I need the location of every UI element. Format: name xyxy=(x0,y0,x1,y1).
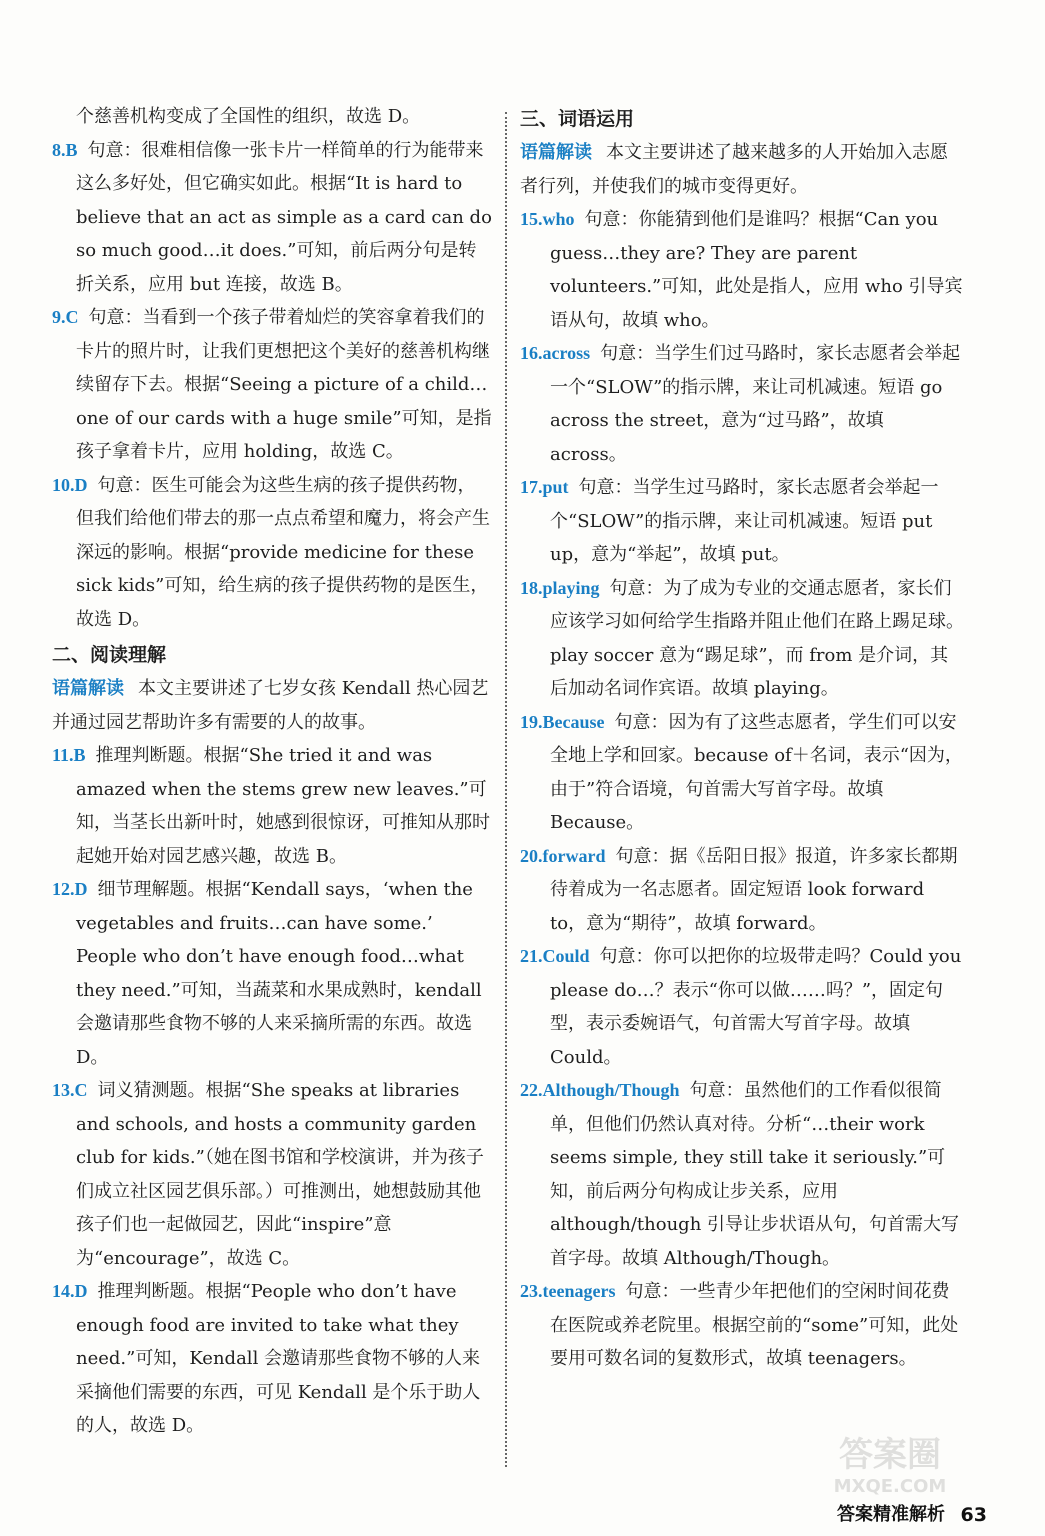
answer-number: 17.put xyxy=(520,477,569,497)
answer-text: 细节理解题。根据“Kendall says，‘when the vegetables and fruits…can have some.’ People who don’t have enough food…what they need.”可知，当蔬菜和水果成熟时，kendall 会邀请那些食物不够的人来采摘所需的东西。故选 D。 xyxy=(76,879,482,1068)
answer-13 xyxy=(52,1074,492,1275)
answer-text: 句意：医生可能会为这些生病的孩子提供药物，但我们给他们带去的那一点点希望和魔力，将会产生深远的影响。根据“provide medicine for these sick kids”可知，给生病的孩子提供药物的是医生，故选 D。 xyxy=(76,474,490,630)
answer-number: 15.who xyxy=(520,209,575,229)
answer-text: 推理判断题。根据“She tried it and was amazed when the stems grew new leaves.”可知，当茎长出新叶时，她感到很惊讶，可推知从那时起她开始对园艺感兴趣，故选 B。 xyxy=(76,745,490,867)
answer-number: 20.forward xyxy=(520,845,606,866)
answer-14 xyxy=(52,1275,492,1443)
answer-22 xyxy=(520,1074,964,1275)
column-divider xyxy=(505,112,507,1467)
section-title-word-use: 三、词语运用 xyxy=(520,108,635,130)
answer-10 xyxy=(52,469,492,637)
section-intro-word-use xyxy=(520,136,964,203)
answer-number: 19.Because xyxy=(520,711,605,732)
answer-text: 句意：因为有了这些志愿者，学生们可以安全地上学和回家。because of＋名词，表示“因为，由于”符合语境，句首需大写首字母。故填 Because。 xyxy=(550,711,963,833)
answer-number: 22.Although/Though xyxy=(520,1080,680,1100)
answer-number: 12.D xyxy=(52,879,88,899)
section-intro-reading xyxy=(52,672,492,739)
answer-number: 18.playing xyxy=(520,577,600,598)
answer-23 xyxy=(520,1275,964,1376)
answer-20 xyxy=(520,840,964,941)
answer-text: 句意：为了成为专业的交通志愿者，家长们应该学习如何给学生指路并阻止他们在路上踢足球。play soccer 意为“踢足球”，而 from 是介词，其后加动名词作宾语。故填 playing。 xyxy=(550,577,964,699)
passage-tag: 语篇解读 xyxy=(52,678,124,699)
answer-21 xyxy=(520,940,964,1074)
answer-number: 8.B xyxy=(52,139,78,160)
section-title-reading: 二、阅读理解 xyxy=(52,644,167,666)
answer-text: 词义猜测题。根据“She speaks at libraries and schools, and hosts a community garden club for kids.”（她在图书馆和学校演讲，并为孩子们成立社区园艺俱乐部。）可推测出，她想鼓励其他孩子们也一起做园艺，因此“inspire”意为“encourage”，故选 C。 xyxy=(76,1080,484,1269)
intro-text: 本文主要讲述了越来越多的人开始加入志愿者行列，并使我们的城市变得更好。 xyxy=(520,142,948,197)
answer-text: 句意：当学生们过马路时，家长志愿者会举起一个“SLOW”的指示牌，来让司机减速。短语 go across the street，意为“过马路”，故填 across。 xyxy=(550,343,961,465)
answer-15 xyxy=(520,203,964,337)
answer-number: 10.D xyxy=(52,474,88,495)
answer-number: 11.B xyxy=(52,745,86,765)
answer-text: 句意：一些青少年把他们的空闲时间花费在医院或养老院里。根据空前的“some”可知，此处要用可数名词的复数形式，故填 teenagers。 xyxy=(550,1281,959,1369)
answer-17 xyxy=(520,471,964,572)
answer-text: 句意：虽然他们的工作看似很简单，但他们仍然认真对待。分析“…their work seems simple, they still take it seriously.”可知，前后两分句构成让步关系，应用 although/though 引导让步状语从句，句首需大写首字母。故填 Although/Though。 xyxy=(550,1080,960,1269)
answer-number: 14.D xyxy=(52,1281,88,1301)
answer-9 xyxy=(52,301,492,469)
answer-19 xyxy=(520,706,964,840)
answer-12 xyxy=(52,873,492,1074)
answer-text: 句意：当看到一个孩子带着灿烂的笑容拿着我们的卡片的照片时，让我们更想把这个美好的慈善机构继续留存下去。根据“Seeing a picture of a child…one of our cards with a huge smile”可知，是指孩子拿着卡片，应用 holding，故选 C。 xyxy=(76,307,492,462)
answer-number: 21.Could xyxy=(520,946,590,966)
passage-tag: 语篇解读 xyxy=(520,142,592,163)
intro-text: 本文主要讲述了七岁女孩 Kendall 热心园艺并通过园艺帮助许多有需要的人的故事。 xyxy=(52,678,489,733)
answer-text: 句意：很难相信像一张卡片一样简单的行为能带来这么多好处，但它确实如此。根据“It is hard to believe that an act as simple as a card can do so much good…it does.”可知，前后两分句是转折关系，应用 but 连接，故选 B。 xyxy=(76,139,492,295)
answer-number: 13.C xyxy=(52,1080,88,1100)
footer-label: 答案精准解析 xyxy=(837,1504,945,1525)
answer-text: 推理判断题。根据“People who don’t have enough food are invited to take what they need.”可知，Kendall 会邀请那些食物不够的人来采摘他们需要的东西，可见 Kendall 是个乐于助人的人，故选 D。 xyxy=(76,1281,481,1436)
answer-text: 句意：据《岳阳日报》报道，许多家长都期待着成为一名志愿者。固定短语 look forward to，意为“期待”，故填 forward。 xyxy=(550,845,958,934)
watermark-logo xyxy=(825,1428,955,1498)
answer-number: 23.teenagers xyxy=(520,1281,616,1301)
watermark-url: MXQE.COM xyxy=(833,1476,947,1497)
continued-text: 个慈善机构变成了全国性的组织，故选 D。 xyxy=(76,106,421,127)
answer-number: 9.C xyxy=(52,307,79,327)
answer-number: 16.across xyxy=(520,343,591,363)
left-column xyxy=(52,100,492,1443)
right-column xyxy=(520,100,964,1376)
watermark-text: 答案圈 xyxy=(839,1435,941,1475)
answer-8 xyxy=(52,134,492,302)
answer-text: 句意：你能猜到他们是谁吗？根据“Can you guess…they are? They are parent volunteers.”可知，此处是指人，应用 who 引导宾语从句，故填 who。 xyxy=(550,209,963,331)
page-number: 63 xyxy=(960,1504,987,1526)
answer-18 xyxy=(520,572,964,706)
answer-text: 句意：当学生过马路时，家长志愿者会举起一个“SLOW”的指示牌，来让司机减速。短语 put up，意为“举起”，故填 put。 xyxy=(550,477,939,565)
answer-16 xyxy=(520,337,964,471)
answer-11 xyxy=(52,739,492,873)
answer-text: 句意：你可以把你的垃圾带走吗？Could you please do…？表示“你可以做……吗？”，固定句型，表示委婉语气，句首需大写首字母。故填 Could。 xyxy=(550,946,962,1068)
